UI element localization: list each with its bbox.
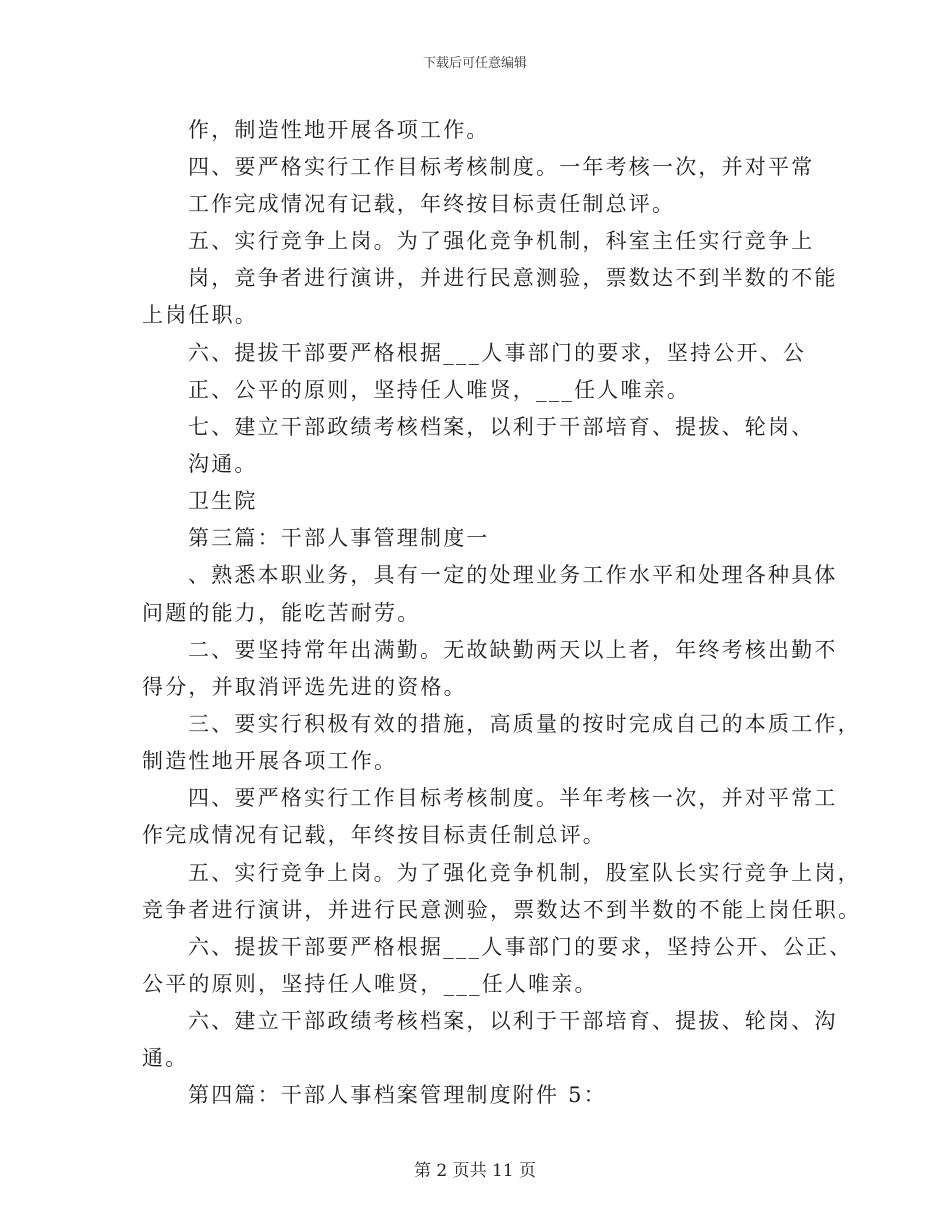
- text-line: 正、公平的原则，坚持任人唯贤，___任人唯亲。: [188, 378, 691, 402]
- text-line: 四、要严格实行工作目标考核制度。半年考核一次，并对平常工: [188, 786, 838, 810]
- page-header: 下载后可任意编辑: [422, 56, 527, 71]
- page-footer: 第 2 页共 11 页: [413, 1161, 537, 1181]
- text-line: 卫生院: [188, 489, 258, 513]
- text-line: 六、建立干部政绩考核档案，以利于干部培育、提拔、轮岗、沟: [188, 1009, 838, 1033]
- text-line: 公平的原则，坚持任人唯贤，___任人唯亲。: [142, 972, 598, 996]
- text-line: 工作完成情况有记载，年终按目标责任制总评。: [188, 192, 676, 216]
- text-line: 七、建立干部政绩考核档案，以利于干部培育、提拔、轮岗、: [188, 415, 815, 439]
- text-line: 三、要实行积极有效的措施，高质量的按时完成自己的本质工作，: [188, 712, 861, 736]
- text-line: 作完成情况有记载，年终按目标责任制总评。: [142, 823, 606, 847]
- text-line: 五、实行竞争上岗。为了强化竞争机制，股室队长实行竞争上岗，: [188, 861, 861, 885]
- text-line: 得分，并取消评选先进的资格。: [142, 675, 467, 699]
- text-line: 上岗任职。: [142, 303, 258, 327]
- text-line: 通。: [142, 1046, 189, 1070]
- section-title: 第四篇：干部人事档案管理制度附件 5：: [188, 1083, 607, 1107]
- section-title: 第三篇：干部人事管理制度一: [188, 526, 490, 550]
- text-line: 岗，竞争者进行演讲，并进行民意测验，票数达不到半数的不能: [188, 266, 838, 290]
- text-line: 竞争者进行演讲，并进行民意测验，票数达不到半数的不能上岗任职。: [142, 898, 862, 922]
- text-line: 五、实行竞争上岗。为了强化竞争机制，科室主任实行竞争上: [188, 229, 815, 253]
- text-line: 四、要严格实行工作目标考核制度。一年考核一次，并对平常: [188, 155, 815, 179]
- text-line: 六、提拔干部要严格根据___人事部门的要求，坚持公开、公: [188, 341, 807, 365]
- text-line: 六、提拔干部要严格根据___人事部门的要求，坚持公开、公正、: [188, 935, 853, 959]
- text-line: 作，制造性地开展各项工作。: [188, 118, 490, 142]
- text-line: 沟通。: [188, 452, 258, 476]
- text-line: 二、要坚持常年出满勤。无故缺勤两天以上者，年终考核出勤不: [188, 638, 838, 662]
- text-line: 问题的能力，能吃苦耐劳。: [142, 601, 421, 625]
- text-line: 、熟悉本职业务，具有一定的处理业务工作水平和处理各种具体: [188, 563, 838, 587]
- text-line: 制造性地开展各项工作。: [142, 749, 398, 773]
